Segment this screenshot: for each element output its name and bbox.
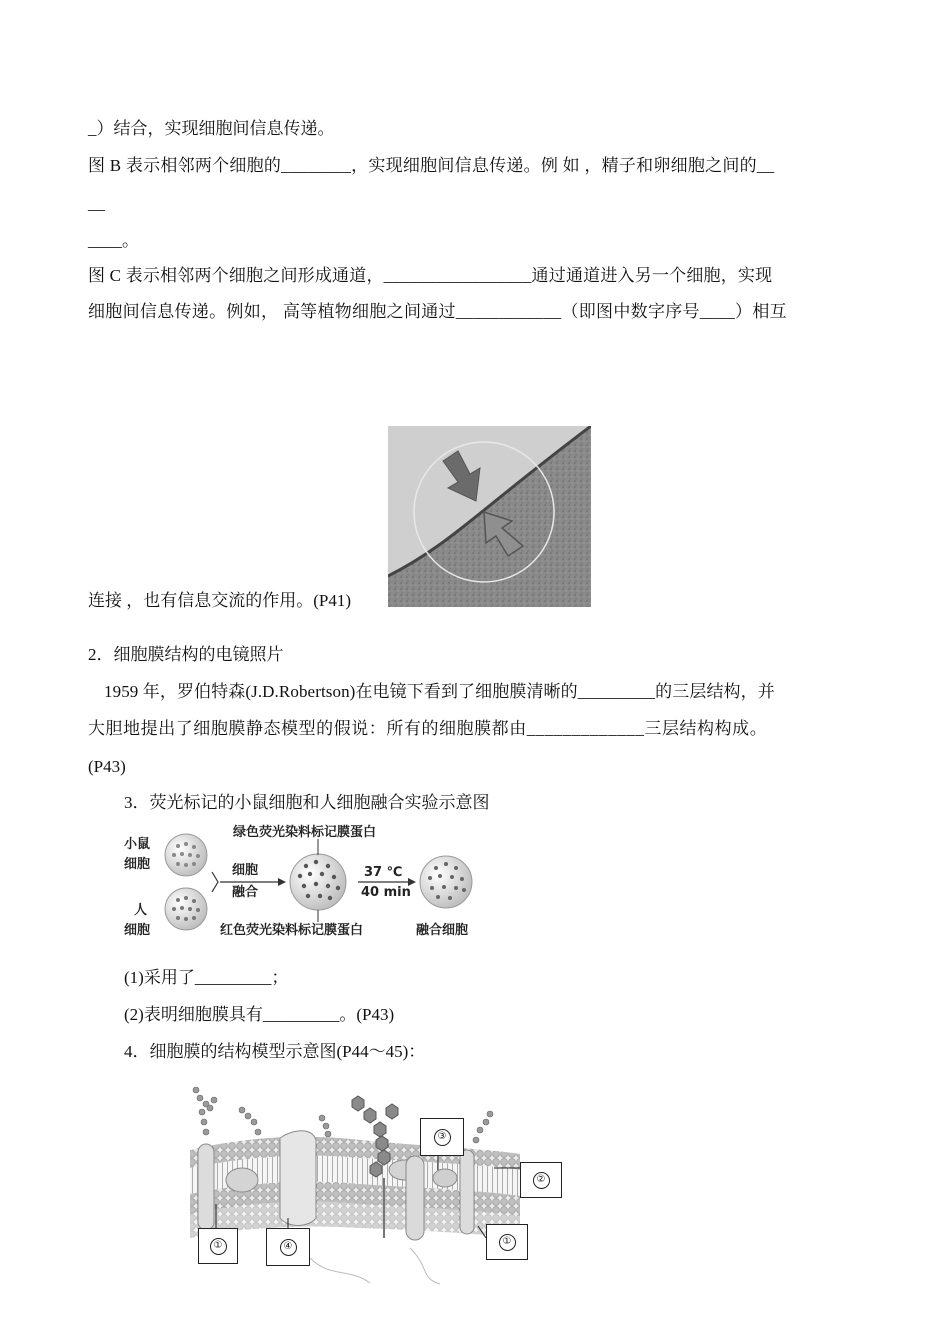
text-line-1: _）结合，实现细胞间信息传递。 [88,119,335,138]
label-box-3: ③ [420,1118,464,1156]
text-line-7: 连接 ，也有信息交流的作用。(P41) [88,591,352,610]
text-line-9: 1959 年，罗伯特森(J.D.Robertson)在电镜下看到了细胞膜清晰的_________的三层结构，并 [104,682,775,701]
red-dye-label: 红色荧光染料标记膜蛋白 [220,923,364,938]
cell-junction-micrograph [388,426,591,607]
label-box-4: ④ [266,1228,310,1266]
label-box-1-right: ① [486,1224,528,1260]
temperature-label: 37 ℃ [364,865,403,880]
text-line-4: ____。 [88,231,139,250]
cell-fusion-diagram [118,824,488,946]
fuse-label-2: 融合 [232,885,259,900]
section-3-heading: 3．荧光标记的小鼠细胞和人细胞融合实验示意图 [124,793,490,812]
fused-cell-label: 融合细胞 [416,923,469,938]
time-label: 40 min [361,885,411,900]
mouse-cell-label-1: 小鼠 [124,837,151,852]
fuse-label-1: 细胞 [232,863,259,878]
section-4-heading: 4．细胞膜的结构模型示意图(P44～45)： [124,1042,426,1061]
text-line-3: __ [88,194,105,213]
text-line-10: 大胆地提出了细胞膜静态模型的假说：所有的细胞膜都由_____________三层结构构成。 [88,719,768,738]
fluid-mosaic-membrane-diagram [180,1078,570,1290]
section-2-heading: 2．细胞膜结构的电镜照片 [88,645,284,664]
text-line-11: (P43) [88,757,126,776]
text-line-6: 细胞间信息传递。例如， 高等植物细胞之间通过____________（即图中数字序号____）相互 [88,302,787,321]
green-dye-label: 绿色荧光染料标记膜蛋白 [233,825,377,840]
text-line-14: (2)表明细胞膜具有_________。(P43) [124,1005,395,1024]
human-cell-label-2: 细胞 [124,923,151,938]
text-line-2: 图 B 表示相邻两个细胞的________，实现细胞间信息传递。例 如 ，精子和卵细胞之间的__ [88,156,775,175]
text-line-13: (1)采用了_________； [124,968,289,987]
label-box-1-left: ① [198,1228,238,1264]
text-line-5: 图 C 表示相邻两个细胞之间形成通道，_________________通过通道进入另一个细胞，实现 [88,266,773,285]
label-box-2: ② [520,1162,562,1198]
mouse-cell-label-2: 细胞 [124,857,151,872]
human-cell-label-1: 人 [134,903,148,918]
